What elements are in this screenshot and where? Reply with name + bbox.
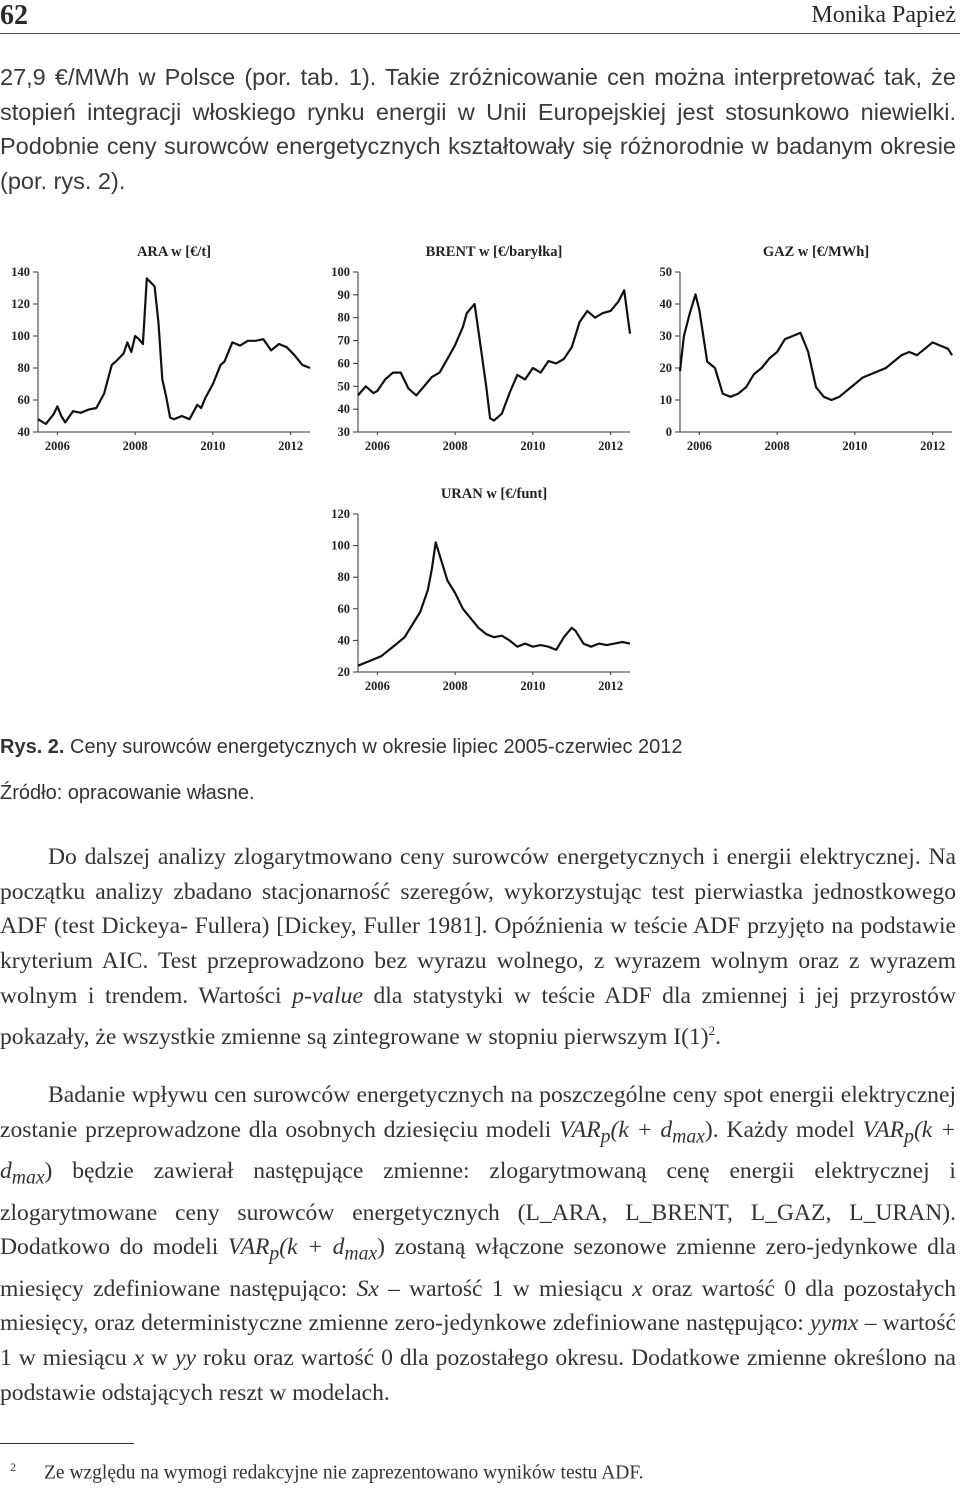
y-tick-label: 30 (659, 329, 672, 343)
y-tick-label: 90 (337, 287, 350, 302)
x-tick-label: 2008 (122, 439, 148, 453)
p2-text-9: w (144, 1345, 176, 1372)
footnote-number: 2 (10, 1460, 16, 1474)
x-tick-label: 2012 (920, 439, 946, 453)
y-tick-label: 50 (337, 379, 350, 394)
p1-text-c: . (715, 1023, 722, 1050)
paragraph-2 (0, 1078, 956, 1410)
y-tick-label: 60 (337, 601, 350, 616)
y-tick-label: 40 (337, 402, 350, 417)
x-tick-label: 2010 (520, 439, 546, 453)
x-tick-label: 2008 (764, 439, 790, 453)
x-tick-label: 2010 (520, 679, 546, 693)
figure-charts (0, 232, 960, 702)
p2-text-3: ) będzie zawierał następujące zmienne: zlogarytmowaną cenę energii elektrycznej i zlogarytmowane ceny surowców energetycznych ( (0, 1158, 956, 1226)
y-tick-label: 120 (331, 507, 350, 521)
y-tick-label: 100 (331, 538, 350, 553)
p1-italic: p-value (292, 982, 363, 1009)
x-tick-label: 2006 (364, 679, 390, 693)
intro-paragraph: 27,9 €/MWh w Polsce (por. tab. 1). Takie zróżnicowanie cen można interpretować tak, że stopień integracji włoskiego rynku energii w Unii Europejskiej jest stosunkowo niewielki. Podobnie ceny surowców energetycznych kształtowały się różnorodnie w badanym okresie (por. rys. 2). (0, 64, 956, 194)
p2-text-6: – wartość 1 w miesiącu (378, 1275, 633, 1302)
y-tick-label: 140 (11, 265, 30, 279)
y-tick-label: 80 (337, 310, 350, 325)
figure-caption (0, 736, 683, 759)
y-tick-label: 10 (659, 393, 672, 407)
y-tick-label: 100 (11, 329, 30, 343)
p2-sx: Sx (356, 1275, 379, 1302)
page-header (0, 0, 960, 40)
x-tick-label: 2012 (598, 439, 624, 453)
x-tick-label: 2008 (442, 679, 468, 693)
chart-title: BRENT w [€/baryłka] (425, 244, 563, 260)
x-tick-label: 2006 (44, 439, 70, 453)
y-tick-label: 40 (659, 297, 672, 311)
series-line (358, 542, 630, 665)
p2-text-10: roku oraz wartość 0 dla pozostałego okresu. Dodatkowe zmienne określono na podstawie odstających reszt w modelach. (0, 1345, 957, 1406)
chart-title: URAN w [€/funt] (440, 486, 548, 502)
series-line (680, 294, 952, 400)
series-line (38, 278, 310, 424)
caption-text: Ceny surowców energetycznych w okresie lipiec 2005-czerwiec 2012 (64, 736, 683, 758)
paragraph-1 (0, 840, 956, 1054)
p2-variables: L_ARA, L_BRENT, L_GAZ, L_URAN (525, 1199, 943, 1226)
y-tick-label: 60 (337, 356, 350, 371)
footnote-text: Ze względu na wymogi redakcyjne nie zaprezentowano wyników testu ADF. (44, 1462, 644, 1484)
x-tick-label: 2010 (200, 439, 226, 453)
y-tick-label: 80 (337, 570, 350, 585)
figure-source: Źródło: opracowanie własne. (0, 782, 255, 804)
x-tick-label: 2012 (598, 679, 624, 693)
p2-x: x (632, 1275, 643, 1302)
y-tick-label: 40 (17, 425, 30, 439)
y-tick-label: 50 (659, 265, 672, 279)
running-author: Monika Papież (811, 2, 956, 28)
footnote-ref[interactable]: 2 (708, 1022, 716, 1038)
p2-model-1: $VAR_p(k + d_{max}$ (559, 1116, 705, 1148)
y-tick-label: 20 (659, 361, 672, 375)
p2-text-7: oraz wartość 0 dla pozostałych miesięcy, oraz deterministyczne zmienne zero-jedynkowe zdefiniowane następująco: (0, 1275, 957, 1337)
y-tick-label: 40 (337, 633, 350, 648)
x-tick-label: 2008 (442, 439, 468, 453)
chart-title: ARA w [€/t] (136, 244, 212, 260)
p2-text-2: ). Każdy model (704, 1116, 863, 1143)
p2-model-2: $VAR_p(k + d_{max}$ (0, 1116, 956, 1189)
header-rule (0, 33, 960, 34)
footnote (10, 1460, 644, 1485)
p2-text-8: – wartość 1 w miesiącu (0, 1310, 956, 1372)
chart-title: GAZ w [€/MWh] (762, 244, 870, 260)
p2-text-1: Badanie wpływu cen surowców energetycznych na poszczególne ceny spot energii elektrycznej zostanie przeprowadzone dla osobnych dziesięciu modeli (0, 1082, 956, 1143)
caption-label: Rys. 2. (0, 736, 65, 758)
x-tick-label: 2010 (842, 439, 868, 453)
y-tick-label: 20 (337, 665, 350, 679)
y-tick-label: 100 (331, 265, 350, 279)
p2-text-4: ). Dodatkowo do modeli (0, 1199, 957, 1261)
page-number: 62 (0, 0, 28, 31)
p2-x2: x (133, 1345, 145, 1372)
p2-yy: yy (175, 1345, 197, 1372)
y-tick-label: 120 (11, 297, 30, 311)
y-tick-label: 0 (665, 425, 672, 439)
p2-text-5: ) zostaną włączone sezonowe zmienne zero-jedynkowe dla miesięcy zdefiniowane następująco: (0, 1234, 956, 1302)
x-tick-label: 2012 (278, 439, 304, 453)
p2-yymx: yymx (810, 1310, 859, 1337)
series-line (358, 290, 630, 420)
p1-text-b: dla statystyki w teście ADF dla zmiennej i jej przyrostów pokazały, że wszystkie zmienne są zintegrowane w stopniu pierwszym I(1) (0, 982, 956, 1050)
footnote-rule (0, 1443, 134, 1444)
x-tick-label: 2006 (364, 439, 390, 453)
p2-model-3: $VAR_p(k + d_{max}$ (227, 1234, 378, 1265)
y-tick-label: 70 (337, 333, 350, 348)
y-tick-label: 80 (17, 361, 30, 375)
y-tick-label: 60 (17, 393, 30, 407)
x-tick-label: 2006 (686, 439, 712, 453)
y-tick-label: 30 (337, 425, 350, 439)
p1-text-a: Do dalszej analizy zlogarytmowano ceny surowców energetycznych i energii elektrycznej. Na początku analizy zbadano stacjonarność szeregów, wykorzystując test pierwiastka jednostkowego ADF (test Dickeya- Fullera) [Dickey, Fuller 1981]. Opóźnienia w teście ADF przyjęto na podstawie kryterium AIC. Test przeprowadzono bez wyrazu wolnego, z wyrazem wolnym oraz z wyrazem wolnym i trendem. Wartości (0, 844, 956, 1009)
